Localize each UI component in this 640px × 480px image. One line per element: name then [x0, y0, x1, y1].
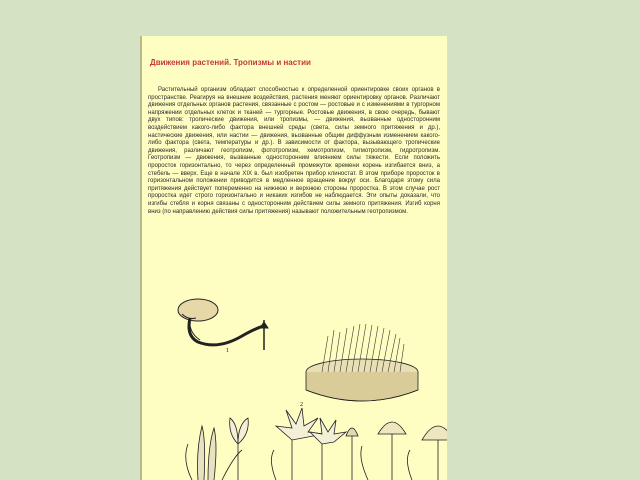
document-page [140, 36, 448, 480]
figure-label-2: 2 [300, 402, 303, 408]
body-paragraph: Растительный организм обладает способностью к определенной ориентировке своих органов в пространстве. Реагируя на внешние воздействия, растения меняют ориентировку органов. Различают движения отдельных органов растения, связанные с ростом — ростовые и с изменениями в тургорном напряжении отдельных клеток и тканей — тургорные. Ростовые движения, в свою очередь, бывают двух типов: тропические движения, или тропизмы, — движения, вызванные односторонним воздействием какого-либо фактора внешней среды (света, силы земного притяжения и др.), настические движения, или настии — движения, вызванные общим диффузным изменением какого-либо фактора (света, температуры и др.). В зависимости от фактора, вызывающего тропические движения, различают геотропизм, фототропизм, хемотропизм, тигмотропизм, гидротропизм. Геотропизм — движения, вызванные односторонним влиянием силы тяжести. Если положить проросток горизонтально, то через определенный промежуток времени корень изгибается вниз, а стебель — вверх. Еще в начале XIX в. был изобретен прибор клиностат. В этом приборе проросток в горизонтальном положении приводится в медленное вращение вокруг оси. Благодаря этому сила притяжения действует попеременно на нижнюю и верхнюю стороны проростка. В этом случае рост проростка идет строго горизонтально и никаких изгибов не наблюдается. Эти опыты доказали, что изгибы стебля и корня связаны с односторонним действием силы земного притяжения. Изгиб корня вниз (по направлению действия силы притяжения) называют положительным геотропизмом. [148, 87, 440, 215]
figure-label-1: 1 [226, 348, 229, 354]
page-title: Движения растений. Тропизмы и настии [150, 58, 311, 67]
illustration-area [142, 290, 448, 480]
seedling-illustration [142, 290, 448, 480]
